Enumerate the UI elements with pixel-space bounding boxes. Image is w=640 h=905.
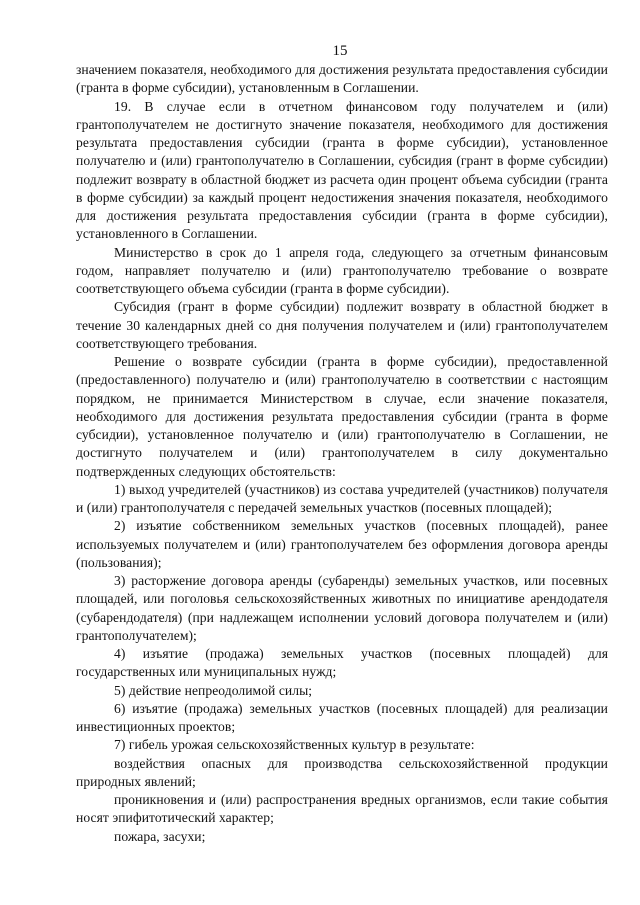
list-item-5: 5) действие непреодолимой силы; <box>114 682 313 698</box>
paragraph-continuation: значением показателя, необходимого для достижения результата предоставления субсидии (гранта в форме субсидии), установленным в Соглашении. <box>76 62 608 96</box>
list-item-4: 4) изъятие (продажа) земельных участков (посевных площадей) для государственных или муниципальных нужд; <box>76 646 608 680</box>
document-body <box>76 61 608 846</box>
paragraph-ministry-deadline: Министерство в срок до 1 апреля года, следующего за отчетным финансовым годом, направляет получателю и (или) грантополучателю требование о возврате соответствующего объема субсидии (гранта в форме субсидии). <box>76 244 608 296</box>
list-item-1: 1) выход учредителей (участников) из состава учредителей (участников) получателя и (или) грантополучателя с передачей земельных участков (посевных площадей); <box>76 481 608 515</box>
list-item-6: 6) изъятие (продажа) земельных участков (посевных площадей) для реализации инвестиционных проектов; <box>76 700 608 734</box>
list-item-3: 3) расторжение договора аренды (субаренды) земельных участков, или посевных площадей, или поголовья сельскохозяйственных животных по инициативе арендодателя (субарендодателя) (при надлежащем исполнении условий договора получателем и (или) грантополучателем); <box>76 573 608 643</box>
sub-item-natural-phenomena: воздействия опасных для производства сельскохозяйственной продукции природных явлений; <box>76 755 608 789</box>
paragraph-refund-exemption: Решение о возврате субсидии (гранта в форме субсидии), предоставленной (предоставленного) получателю и (или) грантополучателю в соответствии с настоящим порядком, не принимается Министерством в случае, если значение показателя, необходимого для достижения результата предоставления субсидии (гранта в форме субсидии), установленное получателю и (или) грантополучателю в Соглашении, не достигнуто получателем и (или) грантополучателем в силу документально подтвержденных следующих обстоятельств: <box>76 354 608 479</box>
sub-item-pests: проникновения и (или) распространения вредных организмов, если такие события носят эпифитотический характер; <box>76 792 608 826</box>
paragraph-item-19: 19. В случае если в отчетном финансовом году получателем и (или) грантополучателем не достигнуто значение показателя, необходимого для достижения результата предоставления субсидии (гранта в форме субсидии), установленное получателю и (или) грантополучателю в Соглашении, субсидия (грант в форме субсидии) подлежит возврату в областной бюджет из расчета один процент объема субсидии (гранта в форме субсидии) за каждый процент недостижения значения показателя, необходимого для достижения результата предоставления субсидии (гранта в форме субсидии), установленного в Соглашении. <box>76 98 608 242</box>
list-item-2: 2) изъятие собственником земельных участков (посевных площадей), ранее используемых получателем и (или) грантополучателем без оформления договора аренды (пользования); <box>76 518 608 570</box>
page-number: 15 <box>332 43 348 59</box>
sub-item-fire-drought: пожара, засухи; <box>114 828 206 844</box>
paragraph-refund-term: Субсидия (грант в форме субсидии) подлежит возврату в областной бюджет в течение 30 календарных дней со дня получения получателем и (или) грантополучателем соответствующего требования. <box>76 299 608 351</box>
list-item-7: 7) гибель урожая сельскохозяйственных культур в результате: <box>114 737 475 753</box>
